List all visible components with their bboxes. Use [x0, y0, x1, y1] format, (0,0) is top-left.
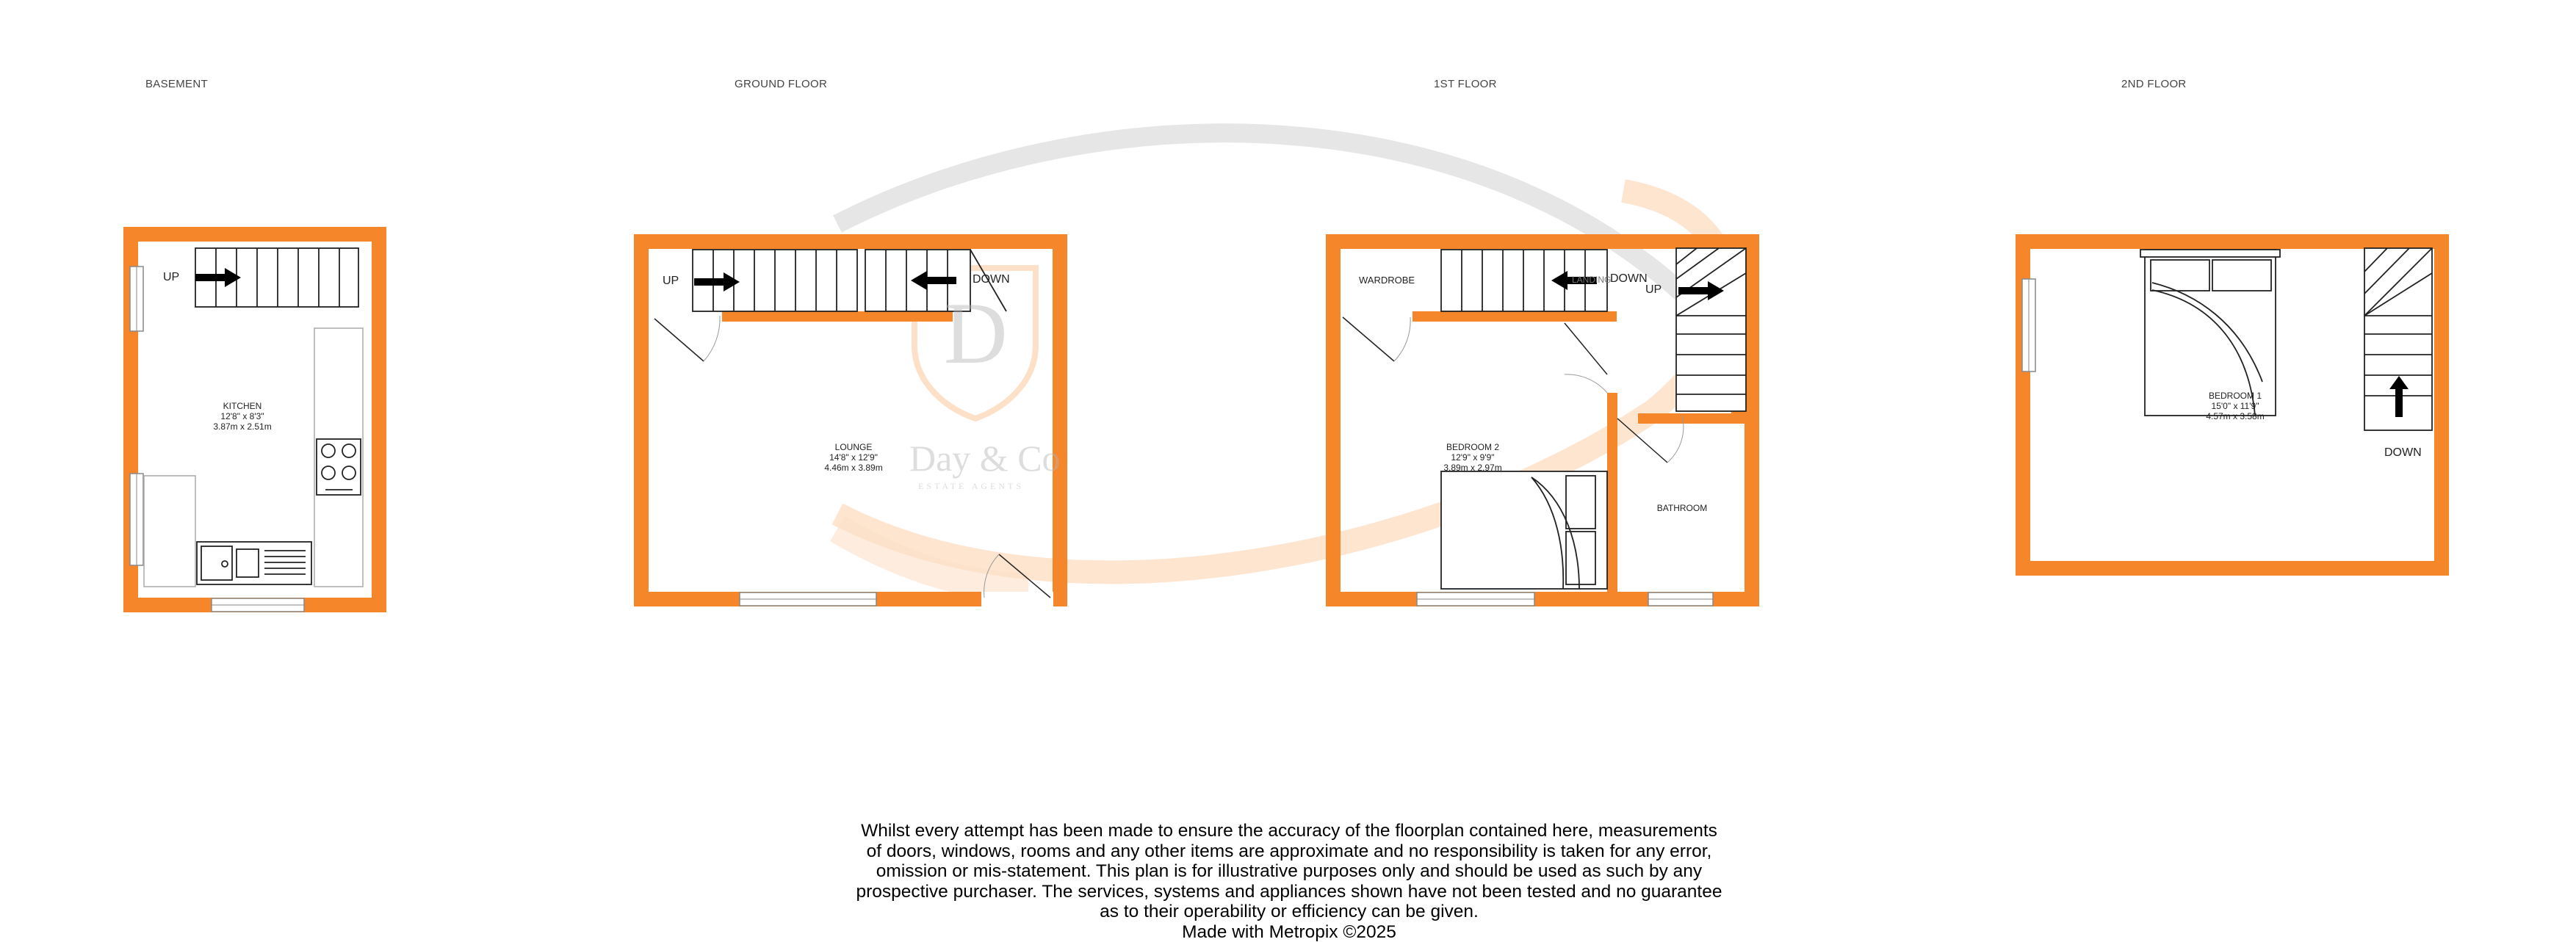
room-name-wardrobe: WARDROBE [1359, 275, 1415, 286]
bed-icon-bedroom-2 [1441, 471, 1607, 589]
room-name-lounge: LOUNGE [834, 442, 873, 452]
room-size-metric-bedroom-2: 3.89m x 2.97m [1443, 463, 1502, 473]
disclaimer-line-1: Whilst every attempt has been made to ensure the accuracy of the floorplan contained here, measurements [861, 821, 1717, 841]
sink-icon [197, 542, 311, 584]
hob-icon [317, 439, 361, 495]
room-size-imperial-lounge: 14'8" x 12'9" [829, 452, 878, 463]
watermark-tagline: ESTATE AGENTS [918, 481, 1025, 491]
room-name-bedroom-1: BEDROOM 1 [2208, 391, 2262, 401]
stair-label-first-down: DOWN [1610, 272, 1648, 285]
floor-title-second: 2ND FLOOR [2121, 78, 2187, 90]
disclaimer-line-4: prospective purchaser. The services, systems and appliances shown have not been tested and no guarantee [856, 881, 1722, 902]
room-name-bedroom-2: BEDROOM 2 [1446, 442, 1499, 452]
disclaimer-line-2: of doors, windows, rooms and any other items are approximate and no responsibility is taken for any error, [866, 841, 1712, 861]
disclaimer [830, 821, 1748, 942]
room-size-imperial-bedroom-1: 15'0" x 11'9" [2211, 401, 2259, 411]
disclaimer-credit: Made with Metropix ©2025 [1182, 921, 1396, 942]
floor-title-ground: GROUND FLOOR [735, 78, 828, 90]
room-size-metric-bedroom-1: 4.57m x 3.58m [2206, 411, 2265, 421]
watermark-monogram: D [944, 284, 1008, 382]
watermark-name: Day & Co [909, 438, 1061, 479]
first-door-swings [1343, 317, 1684, 463]
room-name-landing: LANDING [1572, 275, 1612, 285]
stair-label-ground-down: DOWN [973, 273, 1010, 286]
floor-title-basement: BASEMENT [145, 78, 208, 90]
stair-label-first-up: UP [1645, 283, 1662, 296]
room-size-metric-lounge: 4.46m x 3.89m [824, 463, 883, 473]
first-floor-plan [1333, 242, 1752, 606]
room-name-bathroom: BATHROOM [1656, 503, 1708, 513]
room-size-imperial-bedroom-2: 12'9" x 9'9" [1451, 452, 1495, 463]
disclaimer-line-3: omission or mis-statement. This plan is for illustrative purposes only and should be used as such by any [876, 861, 1703, 881]
room-size-metric-kitchen: 3.87m x 2.51m [213, 421, 272, 432]
room-name-kitchen: KITCHEN [223, 401, 262, 411]
first-stairs-up [1676, 248, 1746, 411]
stair-label-second-down: DOWN [2384, 446, 2422, 459]
room-size-imperial-kitchen: 12'8" x 8'3" [220, 411, 264, 421]
disclaimer-line-5: as to their operability or efficiency can be given. [1100, 902, 1479, 921]
stair-label-basement-up: UP [163, 271, 180, 283]
stair-label-ground-up: UP [663, 275, 679, 287]
floor-title-first: 1ST FLOOR [1434, 78, 1497, 90]
